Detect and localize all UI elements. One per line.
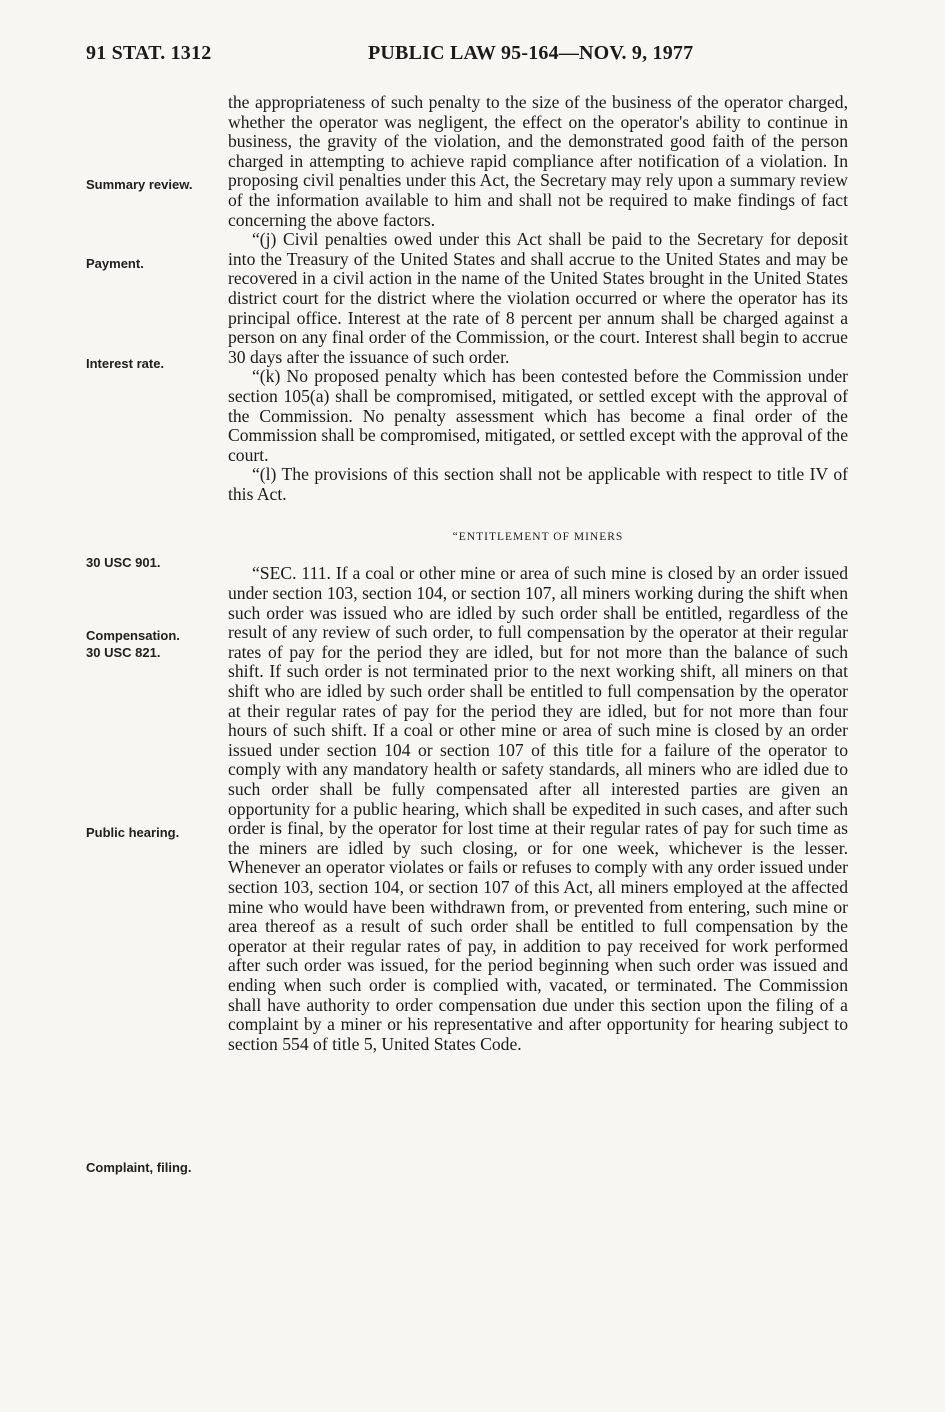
paragraph-subsection-j: “(j) Civil penalties owed under this Act shall be paid to the Secretary for deposit into the Treasury of the United States and shall accrue to the United States and may be recovered in a civil action in the name of the United States brought in the United States district court for the district where the violation occurred or where the operator has its principal office. Interest at the rate of 8 percent per annum shall be charged against a person on any final order of the Commission, or the court. Interest shall begin to accrue 30 days after the issuance of such order.: [228, 229, 848, 367]
paragraph-penalty-factors: the appropriateness of such penalty to the size of the business of the operator charged, whether the operator was negligent, the effect on the operator's ability to continue in business, the gravity of the violation, and the demonstrated good faith of the person charged in attempting to achieve rapid compliance after notification of a violation. In proposing civil penalties under this Act, the Secretary may rely upon a summary review of the information available to him and shall not be required to make findings of fact concerning the above factors.: [228, 92, 848, 230]
statute-text: [228, 93, 848, 1054]
margin-note-public-hearing: Public hearing.: [86, 825, 180, 840]
page-header: [86, 42, 885, 72]
paragraph-subsection-k: “(k) No proposed penalty which has been contested before the Commission under section 105(a) shall be compromised, mitigated, or settled except with the approval of the Commission. No penalty assessment which has become a final order of the Commission shall be compromised, mitigated, or settled except with the approval of the court.: [228, 366, 848, 465]
margin-note-interest-rate: Interest rate.: [86, 356, 165, 371]
margin-note-summary-review: Summary review.: [86, 177, 193, 192]
paragraph-subsection-l: “(l) The provisions of this section shall not be applicable with respect to title IV of this Act.: [228, 464, 848, 504]
paragraph-section-111: “SEC. 111. If a coal or other mine or area of such mine is closed by an order issued under section 103, section 104, or section 107, all miners working during the shift when such order was issued who are idled by such order shall be entitled, regardless of the result of any review of such order, to full compensation by the operator at their regular rates of pay for the period they are idled, but for not more than the balance of such shift. If such order is not terminated prior to the next working shift, all miners on that shift who are idled by such order shall be entitled to full compensation by the operator at their regular rates of pay for the period they are idled, but for not more than four hours of such shift. If a coal or other mine or area of such mine is closed by an order issued under section 104 or section 107 of this title for a failure of the operator to comply with any mandatory health or safety standards, all miners who are idled due to such order shall be fully compensated after all interested parties are given an opportunity for a public hearing, which shall be expedited in such cases, and after such order is final, by the operator for lost time at their regular rates of pay for such time as the miners are idled by such closing, or for one week, whichever is the lesser. Whenever an operator violates or fails or refuses to comply with any order issued under section 103, section 104, or section 107 of this Act, all miners employed at the affected mine who would have been withdrawn from, or prevented from entering, such mine or area thereof as a result of such order shall be entitled to full compensation by the operator at their regular rates of pay, in addition to pay received for work performed after such order was issued, for the period beginning when such order was issued and ending when such order is complied with, vacated, or terminated. The Commission shall have authority to order compensation due under this section upon the filing of a complaint by a miner or his representative and after opportunity for hearing subject to section 554 of title 5, United States Code.: [228, 563, 848, 1054]
margin-note-usc-901: 30 USC 901.: [86, 555, 161, 570]
margin-note-payment: Payment.: [86, 256, 144, 271]
page-title: PUBLIC LAW 95-164—NOV. 9, 1977: [368, 42, 694, 64]
stat-page-number: 91 STAT. 1312: [86, 42, 212, 64]
margin-note-compensation: Compensation.: [86, 628, 180, 643]
section-heading: “ENTITLEMENT OF MINERS: [452, 531, 624, 544]
margin-note-usc-821: 30 USC 821.: [86, 645, 161, 660]
margin-note-complaint-filing: Complaint, filing.: [86, 1160, 192, 1175]
